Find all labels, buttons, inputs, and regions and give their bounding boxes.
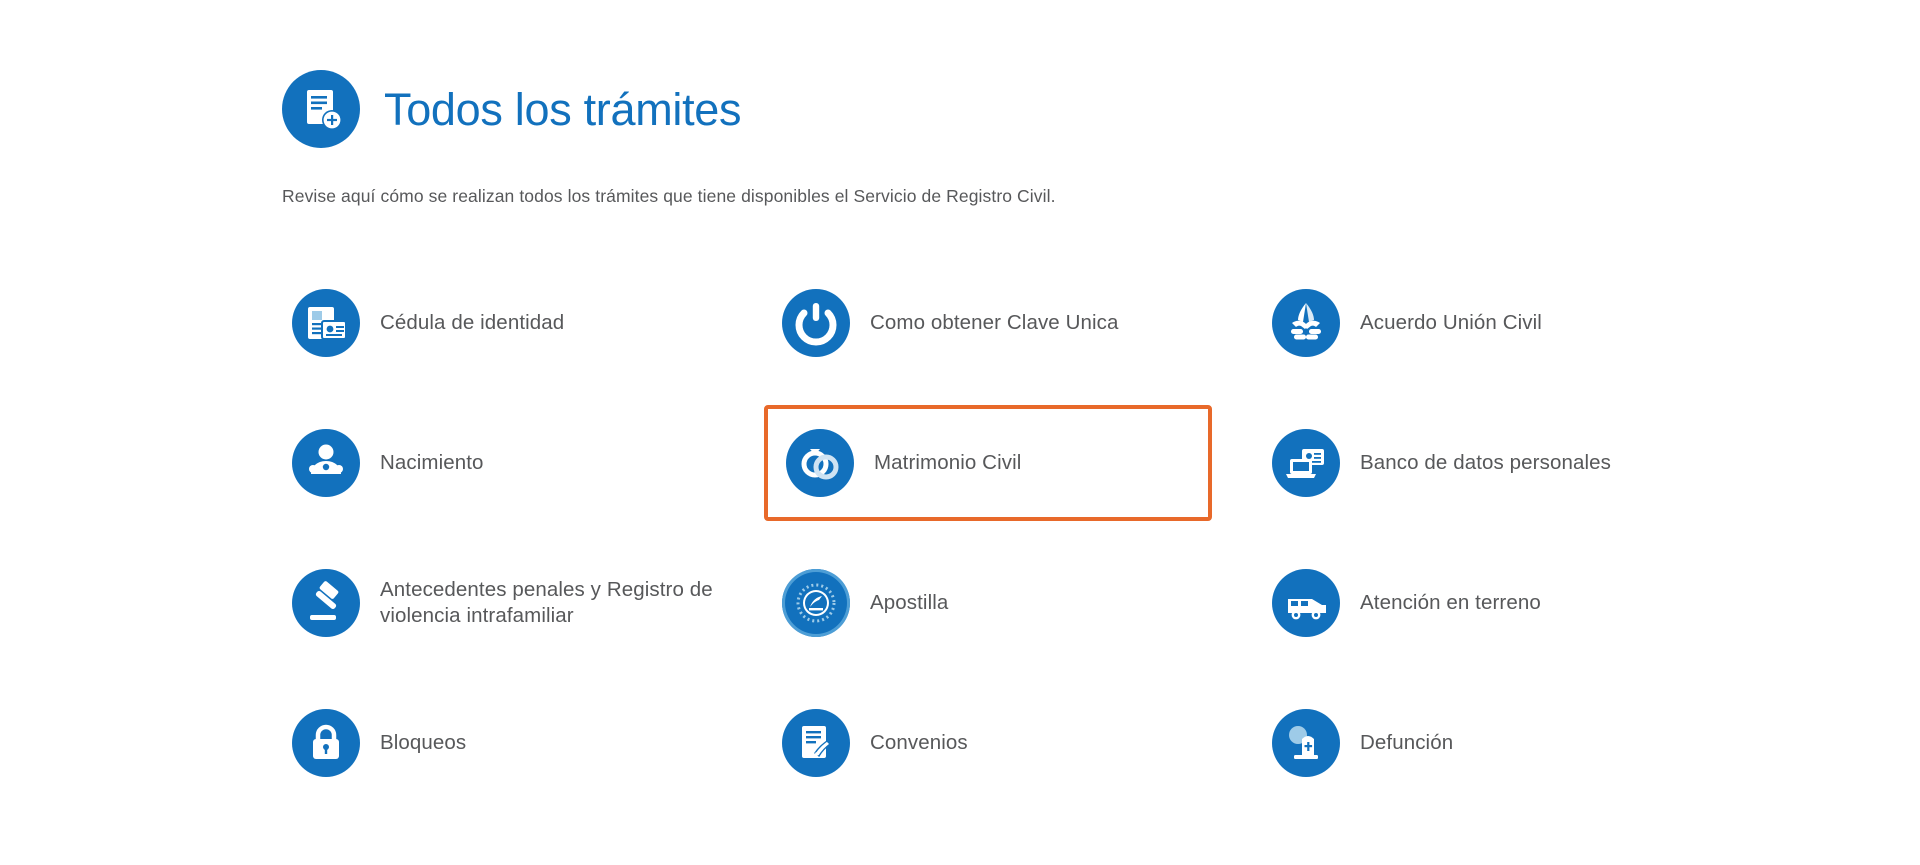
wedding-rings-icon bbox=[786, 429, 854, 497]
tramite-tile-antecedentes-penales[interactable] bbox=[282, 533, 772, 673]
tramite-tile-label: Acuerdo Unión Civil bbox=[1360, 310, 1542, 334]
signed-document-icon bbox=[782, 709, 850, 777]
tramite-tile-nacimiento[interactable] bbox=[282, 393, 772, 533]
tramite-tile-atencion-en-terreno[interactable] bbox=[1262, 533, 1702, 673]
tramites-section bbox=[282, 70, 1702, 813]
id-card-icon bbox=[292, 289, 360, 357]
page-header bbox=[282, 70, 1702, 148]
handshake-icon bbox=[1272, 289, 1340, 357]
intro-text: Revise aquí cómo se realizan todos los trámites que tiene disponibles el Servicio de Registro Civil. bbox=[282, 186, 1056, 206]
padlock-icon bbox=[292, 709, 360, 777]
tramite-tile-label: Como obtener Clave Unica bbox=[870, 310, 1119, 334]
tramite-tile-acuerdo-union-civil[interactable] bbox=[1262, 253, 1702, 393]
tramite-tile-banco-de-datos-personales[interactable] bbox=[1262, 393, 1702, 533]
baby-icon bbox=[292, 429, 360, 497]
tramite-tile-cedula-de-identidad[interactable] bbox=[282, 253, 772, 393]
tramite-tile-label: Matrimonio Civil bbox=[874, 450, 1022, 474]
van-icon bbox=[1272, 569, 1340, 637]
tramite-tile-matrimonio-civil[interactable] bbox=[764, 405, 1212, 521]
tramite-tile-bloqueos[interactable] bbox=[282, 673, 772, 813]
tramites-grid bbox=[282, 253, 1702, 813]
tramite-tile-label: Defunción bbox=[1360, 730, 1454, 754]
document-add-icon bbox=[282, 70, 360, 148]
page-title: Todos los trámites bbox=[384, 83, 742, 135]
tramite-tile-defuncion[interactable] bbox=[1262, 673, 1702, 813]
gavel-icon bbox=[292, 569, 360, 637]
apostille-seal-icon bbox=[782, 569, 850, 637]
power-button-icon bbox=[782, 289, 850, 357]
tramite-tile-label: Banco de datos personales bbox=[1360, 450, 1611, 474]
tombstone-icon bbox=[1272, 709, 1340, 777]
tramite-tile-label: Cédula de identidad bbox=[380, 310, 565, 334]
tramite-tile-label: Nacimiento bbox=[380, 450, 484, 474]
tramite-tile-label: Convenios bbox=[870, 730, 968, 754]
laptop-data-icon bbox=[1272, 429, 1340, 497]
tramite-tile-label: Atención en terreno bbox=[1360, 590, 1541, 614]
tramite-tile-clave-unica[interactable] bbox=[772, 253, 1262, 393]
tramite-tile-convenios[interactable] bbox=[772, 673, 1262, 813]
tramite-tile-label: Antecedentes penales y Registro de violencia intrafamiliar bbox=[380, 577, 713, 627]
tramite-tile-apostilla[interactable] bbox=[772, 533, 1262, 673]
tramite-tile-label: Bloqueos bbox=[380, 730, 467, 754]
tramite-tile-label: Apostilla bbox=[870, 590, 949, 614]
